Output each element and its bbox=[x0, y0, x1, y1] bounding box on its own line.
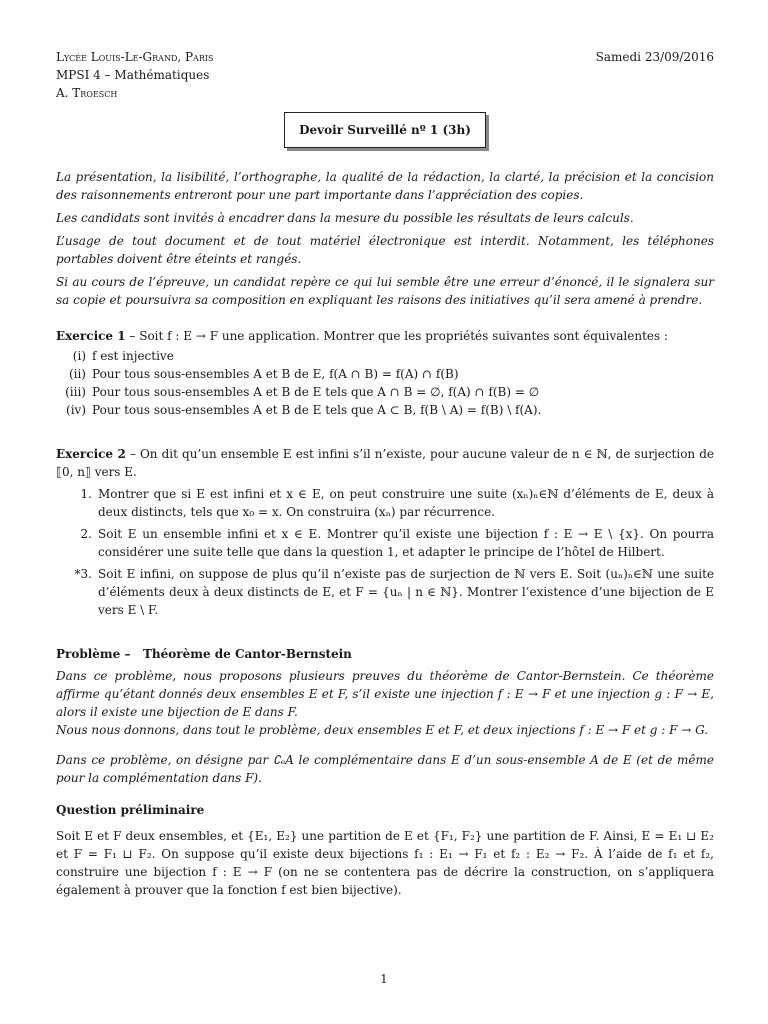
instruction-paragraph: Si au cours de l’épreuve, un candidat repère ce qui lui semble être une erreur d’énoncé, il le signalera sur sa copie et poursuivra sa composition en expliquant les raisons des initiatives qu’il sera amené à prendre. bbox=[56, 275, 714, 307]
list-item bbox=[56, 383, 714, 401]
page-number: 1 bbox=[380, 972, 388, 986]
problem-paragraph: Dans ce problème, nous proposons plusieurs preuves du théorème de Cantor-Bernstein. Ce théorème affirme qu’étant donnés deux ensembles E et F, s’il existe une injection f : E → F et une injection g : F → E, alors il existe une bijection de E dans F. bbox=[56, 669, 714, 719]
instructions bbox=[56, 168, 714, 309]
exercise-1-statement bbox=[56, 327, 714, 345]
exercise-2 bbox=[56, 445, 714, 619]
document-header bbox=[56, 48, 714, 102]
item-number: *3. bbox=[74, 567, 92, 581]
instruction-paragraph: La présentation, la lisibilité, l’orthographe, la qualité de la rédaction, la clarté, la précision et la concision des raisonnements entreront pour une part importante dans l’appréciation des copies. bbox=[56, 170, 714, 202]
item-number: (i) bbox=[72, 349, 86, 363]
list-item bbox=[56, 525, 714, 561]
item-number: (ii) bbox=[68, 367, 86, 381]
item-text: Soit E infini, on suppose de plus qu’il n’existe pas de surjection de ℕ vers E. Soit (uₙ)ₙ∈ℕ une suite d’éléments deux à deux distincts de E, et F = {uₙ | n ∈ ℕ}. Montrer l’existence d’une bijection de E vers E \ F. bbox=[98, 567, 714, 617]
problem-paragraph: Nous nous donnons, dans tout le problème, deux ensembles E et F, et deux injections f : E → F et g : F → G. bbox=[56, 723, 709, 737]
list-item bbox=[56, 485, 714, 521]
header-left bbox=[56, 48, 214, 102]
item-text: Pour tous sous-ensembles A et B de E, f(A ∩ B) = f(A) ∩ f(B) bbox=[92, 367, 459, 381]
problem-intro bbox=[56, 667, 714, 787]
title-wrapper bbox=[56, 112, 714, 158]
item-text: f est injective bbox=[92, 349, 174, 363]
document-page bbox=[56, 48, 714, 899]
item-text: Soit E un ensemble infini et x ∈ E. Montrer qu’il existe une bijection f : E → E \ {x}. On pourra considérer une suite telle que dans la question 1, et adapter le principe de l’hôtel de Hilbert. bbox=[98, 527, 714, 559]
teacher-name: A. Troesch bbox=[56, 86, 118, 100]
exercise-1-text: – Soit f : E → F une application. Montrer que les propriétés suivantes sont équivalentes : bbox=[125, 329, 669, 343]
item-text: Montrer que si E est infini et x ∈ E, on peut construire une suite (xₙ)ₙ∈ℕ d’éléments de E, deux à deux distincts, tels que x₀ = x. On construira (xₙ) par récurrence. bbox=[98, 487, 714, 519]
list-item bbox=[56, 347, 714, 365]
problem-title: Théorème de Cantor-Bernstein bbox=[143, 647, 352, 661]
problem-heading bbox=[56, 645, 714, 663]
class-name: MPSI 4 – Mathématiques bbox=[56, 68, 210, 82]
exercise-1-title: Exercice 1 bbox=[56, 329, 126, 343]
exam-date: Samedi 23/09/2016 bbox=[595, 50, 714, 64]
item-text: Pour tous sous-ensembles A et B de E tels que A ⊂ B, f(B \ A) = f(B) \ f(A). bbox=[92, 403, 542, 417]
item-number: (iii) bbox=[65, 385, 86, 399]
item-number: 2. bbox=[80, 527, 92, 541]
list-item bbox=[56, 401, 714, 419]
problem-label: Problème – bbox=[56, 647, 131, 661]
exercise-1-items bbox=[56, 347, 714, 419]
item-number: (iv) bbox=[66, 403, 86, 417]
exercise-2-title: Exercice 2 bbox=[56, 447, 126, 461]
exercise-2-text: – On dit qu’un ensemble E est infini s’il n’existe, pour aucune valeur de n ∈ ℕ, de surjection de ⟦0, n⟧ vers E. bbox=[56, 447, 714, 479]
item-text: Pour tous sous-ensembles A et B de E tels que A ∩ B = ∅, f(A) ∩ f(B) = ∅ bbox=[92, 385, 540, 399]
exercise-2-items bbox=[56, 485, 714, 619]
question-title: Question préliminaire bbox=[56, 803, 205, 817]
question-text: Soit E et F deux ensembles, et {E₁, E₂} une partition de E et {F₁, F₂} une partition de F. Ainsi, E = E₁ ⊔ E₂ et F = F₁ ⊔ F₂. On suppose qu’il existe deux bijections f₁ : E₁ → F₁ et f₂ : E₂ → F₂. À l’aide de f₁ et f₂, construire une bijection f : E → F (on ne se contentera pas de décrire la construction, on s’appliquera également à prouver que la fonction f est bien bijective). bbox=[56, 829, 714, 897]
exam-title: Devoir Surveillé nº 1 (3h) bbox=[284, 112, 486, 148]
instruction-paragraph: Les candidats sont invités à encadrer dans la mesure du possible les résultats de leurs calculs. bbox=[56, 211, 634, 225]
school-name: Lycée Louis-Le-Grand, Paris bbox=[56, 50, 214, 64]
problem-paragraph: Dans ce problème, on désigne par ∁ₑA le complémentaire dans E d’un sous-ensemble A de E (et de même pour la complémentation dans F). bbox=[56, 753, 714, 785]
item-number: 1. bbox=[80, 487, 92, 501]
list-item bbox=[56, 365, 714, 383]
list-item bbox=[56, 565, 714, 619]
exercise-2-statement bbox=[56, 445, 714, 481]
instruction-paragraph: L’usage de tout document et de tout matériel électronique est interdit. Notamment, les téléphones portables doivent être éteints et rangés. bbox=[56, 234, 714, 266]
exercise-1 bbox=[56, 327, 714, 419]
